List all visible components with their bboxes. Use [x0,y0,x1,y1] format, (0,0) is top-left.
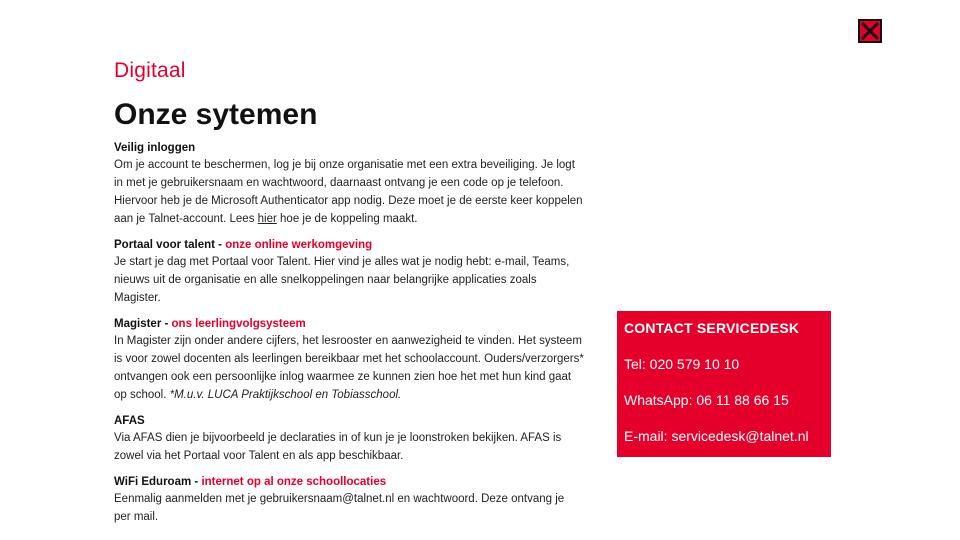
section-body [114,156,584,228]
body-text: hoe je de koppeling maakt. [276,213,418,225]
wifi-link[interactable]: internet op al onze schoollocaties [201,476,387,488]
heading-separator: - [214,239,226,251]
section-body [114,332,584,404]
contact-servicedesk-box [617,311,831,457]
section-magister [114,317,584,404]
contact-title: CONTACT SERVICEDESK [624,320,800,336]
section-heading: AFAS [114,415,145,427]
portaal-link[interactable]: onze online werkomgeving [225,239,373,251]
section-portaal [114,238,584,307]
section-heading [114,317,584,332]
section-heading [114,238,584,253]
body-text: In Magister zijn onder andere cijfers, het lesrooster en aanwezigheid te vinden. Het systeem is voor zowel docenten als leerlingen bereikbaar met het schoolaccount. Ouders/verzorgers* ontvangen ook een persoonlijke inlog waarmee ze kunnen zien hoe het met hun kind gaat op school. [114,335,584,401]
contact-phone[interactable]: Tel: 020 579 10 10 [624,356,740,372]
section-afas [114,414,584,465]
heading-separator: - [191,476,202,488]
section-wifi [114,475,584,526]
heading-separator: - [161,318,172,330]
heading-text: Magister [114,318,162,330]
section-body: Via AFAS dien je bijvoorbeeld je declaraties in of kun je je loonstroken bekijken. AFAS is zowel via het Portaal voor Talent en als app beschikbaar. [114,432,562,462]
heading-text: Portaal voor talent [114,239,215,251]
body-text: Om je account te beschermen, log je bij onze organisatie met een extra beveiliging. Je logt in met je gebruikersnaam en wachtwoord, daarnaast ontvang je een code op je telefoon. Hiervoor heb je de Microsoft Authenticator app nodig. Deze moet je de eerste keer koppelen aan je Talnet-account. Lees [114,159,583,225]
contact-whatsapp[interactable]: WhatsApp: 06 11 88 66 15 [624,392,789,408]
section-veilig-inloggen [114,141,584,228]
section-body: Eenmalig aanmelden met je gebruikersnaam@talnet.nl en wachtwoord. Deze ontvang je per mail. [114,493,565,523]
page-title: Onze sytemen [114,98,318,131]
heading-text: WiFi Eduroam [114,476,192,488]
section-heading [114,475,584,490]
contact-email[interactable]: E-mail: servicedesk@talnet.nl [624,428,809,444]
main-content [114,58,584,536]
close-icon [860,21,880,41]
section-heading: Veilig inloggen [114,142,196,154]
category-label: Digitaal [114,59,186,82]
footnote-text: *M.u.v. LUCA Praktijkschool en Tobiasschool. [169,389,402,401]
hier-link[interactable]: hier [257,213,277,225]
magister-link[interactable]: ons leerlingvolgsysteem [171,318,306,330]
close-button[interactable] [858,19,882,43]
section-body: Je start je dag met Portaal voor Talent. Hier vind je alles wat je nodig hebt: e-mail, Teams, nieuws uit de organisatie en alle snelkoppelingen naar belangrijke applicaties zoals Magister. [114,256,570,304]
